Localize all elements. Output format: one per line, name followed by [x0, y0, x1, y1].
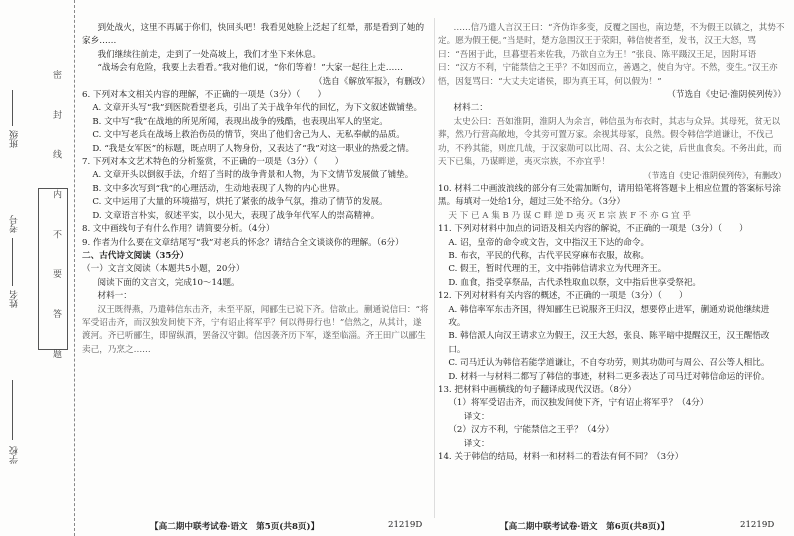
- answer-label: 译文：: [463, 438, 490, 449]
- question-7: 7. 下列对本文艺术特色的分析鉴赏，不正确的一项是（3分）（ ）: [82, 157, 344, 168]
- reading-instruction: 阅读下面的文言文，完成10～14题。: [97, 277, 240, 288]
- question-11-option: A. 诏，皇帝的命令或文告，文中指汉王下达的命令。: [448, 237, 650, 248]
- footer-right: [500, 520, 790, 532]
- subsection-heading: （一）文言文阅读（本题共5小题，20分）: [82, 264, 245, 275]
- story-paragraph: “战场会有危险，我要上去看看。”我对他们说，“你们等着！”大家一起往上走……: [97, 63, 403, 74]
- seal-line-text: 密 封 线 内 不 要 答 题: [51, 70, 61, 373]
- binding-field-name: 姓名: [10, 290, 20, 308]
- binding-field-examno: 考号: [10, 215, 20, 233]
- question-12: 12. 下列对材料有关内容的概述，不正确的一项是（3分）（ ）: [438, 291, 688, 302]
- footer-left: [150, 520, 430, 532]
- footer-page-label: 【高二期中联考试卷·语文 第5页(共8页)】: [150, 522, 320, 532]
- answer-label: 译文：: [463, 411, 490, 422]
- page-left: [82, 22, 430, 512]
- question-13: 13. 把材料中画横线的句子翻译成现代汉语。（8分）: [438, 384, 637, 395]
- question-11-option: B. 布衣，平民的代称，古代平民穿麻布衣服，故称。: [448, 250, 650, 261]
- question-6-option: D. “我是女军医”的标题，既点明了人物身份，又表达了“我”对这一职业的热爱之情。: [92, 143, 415, 154]
- question-12-option: A. 韩信率军东击齐国，得知郦生已说服齐王归汉，想要停止进军，蒯通劝说他继续进攻。: [448, 304, 770, 328]
- story-paragraph: 我们继续往前走，走到了一处高坡上，我们才坐下来休息。: [97, 49, 321, 60]
- question-11-option: C. 假王，暂时代理的王，文中指韩信请求立为代理齐王。: [448, 264, 667, 275]
- question-7-option: A. 文章开头以倒叙手法，介绍了当时的战争背景和人物，为下文情节发展做了铺垫。: [92, 170, 414, 181]
- question-7-option: D. 文章语言朴实，叙述平实，以小见大，表现了战争年代军人的崇高精神。: [92, 210, 380, 221]
- page-divider: [434, 18, 435, 518]
- classical-text: 汉王既得燕，乃遣韩信东击齐，未至平原，闻郦生已说下齐。信欲止。蒯通说信曰：“将军受诏击齐，而汉独发间使下齐，宁有诏止将军乎？何以得毋行也！”信然之，从其计，遂渡河。齐已听郦生，即留纵酒，罢备汉守御。信因袭齐历下军，遂至临淄。齐王田广以郦生卖己，乃烹之……: [82, 304, 429, 355]
- question-10-sentence: 天 下 已 A 集 B 乃 谋 C 畔 逆 D 夷 灭 E 宗 族 F 不 亦 G 宜 乎: [448, 210, 691, 221]
- footer-code: 21219D: [388, 520, 423, 530]
- binding-margin: [0, 0, 75, 536]
- question-6-option: A. 文章开头写“我”到医院看望老兵，引出了关于战争年代的回忆，为下文叙述做铺垫。: [92, 103, 423, 114]
- classical-text: 太史公曰：吾如淮阴，淮阴人为余言，韩信虽为布衣时，其志与众异。其母死，贫无以葬，然乃行营高敞地，令其旁可置万家。余视其母冢，良然。假令韩信学道谦让，不伐己功，不矜其能，则庶几哉，于汉家勋可以比周、召、太公之徒，后世血食矣。不务出此，而天下已集，乃谋畔逆，夷灭宗族，不亦宜乎！: [438, 116, 782, 168]
- question-13-part: （2）汉方不利，宁能禁信之王乎？（4分）: [448, 425, 614, 436]
- binding-field-class: 班级: [10, 130, 20, 148]
- material-label: 材料二：: [453, 103, 488, 114]
- binding-field-school: 学校: [10, 446, 20, 464]
- section-heading: 二、古代诗文阅读（35分）: [82, 250, 189, 261]
- material-source: （节选自《史记·淮阴侯列传》，有删改）: [643, 171, 786, 181]
- question-14: 14. 关于韩信的结局，材料一和材料二的看法有何不同？（3分）: [438, 452, 684, 462]
- question-7-option: C. 文中运用了大量的环境描写，烘托了紧张的战争气氛，推动了情节的发展。: [92, 197, 388, 208]
- question-11: 11. 下列对材料中加点的词语及相关内容的解说，不正确的一项是（3分）（ ）: [438, 224, 748, 235]
- question-12-option: B. 韩信派人向汉王请求立为假王，汉王大怒，张良、陈平暗中提醒汉王，汉王醒悟改口。: [448, 331, 770, 355]
- question-8: 8. 文中画线句子有什么作用？请简要分析。（4分）: [82, 224, 275, 235]
- story-source: （选自《解放军报》，有删改）: [313, 76, 430, 87]
- question-12-option: C. 司马迁认为韩信若能学道谦让，不自夸功劳，则其功勋可与周公、召公等人相比。: [448, 358, 770, 369]
- page-right: [438, 22, 786, 512]
- question-10: 10. 材料二中画波浪线的部分有三处需加断句，请用铅笔将答题卡上相应位置的答案标号涂黑。每填对一处给1分，超过三处不给分。（3分）: [438, 183, 781, 208]
- question-6-option: B. 文中写“我”在战地的所见所闻，表现出战争的残酷，也表现出军人的坚定。: [92, 116, 388, 127]
- question-9: 9. 作者为什么要在文章结尾写“我”对老兵的怀念？请结合全文谈谈你的理解。（6分）: [82, 237, 404, 248]
- question-13-part: （1）将军受诏击齐，而汉独发间使下齐，宁有诏止将军乎？（4分）: [448, 398, 709, 409]
- story-paragraph: 到处战火，这里不再属于你们，快回头吧！我看见她脸上泛起了红晕，那是看到了她的家乡……: [82, 23, 425, 47]
- question-6: 6. 下列对本文相关内容的理解，不正确的一项是（3分）（ ）: [82, 90, 327, 101]
- classical-text: ……信乃遣人言汉王曰：“齐伪诈多变，反覆之国也，南边楚，不为假王以镇之，其势不定。愿为假王便。”当是时，楚方急围汉王于荥阳，韩信使者至，发书，汉王大怒，骂曰：“吾困于此，旦暮望若来佐我，乃欲自立为王！”张良、陈平蹑汉王足，因附耳语曰：“汉方不利，宁能禁信之王乎？不如因而立，善遇之，使自为守。不然，变生。”汉王亦悟，因复骂曰：“大丈夫定诸侯，即为真王耳，何以假为！”: [438, 23, 785, 87]
- question-6-option: C. 文中写老兵在战场上救治伤员的情节，突出了他们舍己为人、无私奉献的品质。: [92, 130, 405, 141]
- footer-page-label: 【高二期中联考试卷·语文 第6页(共8页)】: [500, 522, 670, 532]
- material-source: （节选自《史记·淮阴侯列传》）: [667, 90, 786, 101]
- question-11-option: D. 血食，指受享祭品，古代杀牲取血以祭，文中指后世享受祭祀。: [448, 277, 701, 288]
- question-12-option: D. 材料一与材料二都写了韩信的事迹，材料二更多表达了司马迁对韩信命运的评价。: [448, 371, 770, 382]
- material-label: 材料一：: [97, 291, 132, 302]
- footer-code: 21219D: [740, 520, 775, 530]
- question-7-option: B. 文中多次写到“我”的心理活动，生动地表现了人物的内心世界。: [92, 183, 345, 194]
